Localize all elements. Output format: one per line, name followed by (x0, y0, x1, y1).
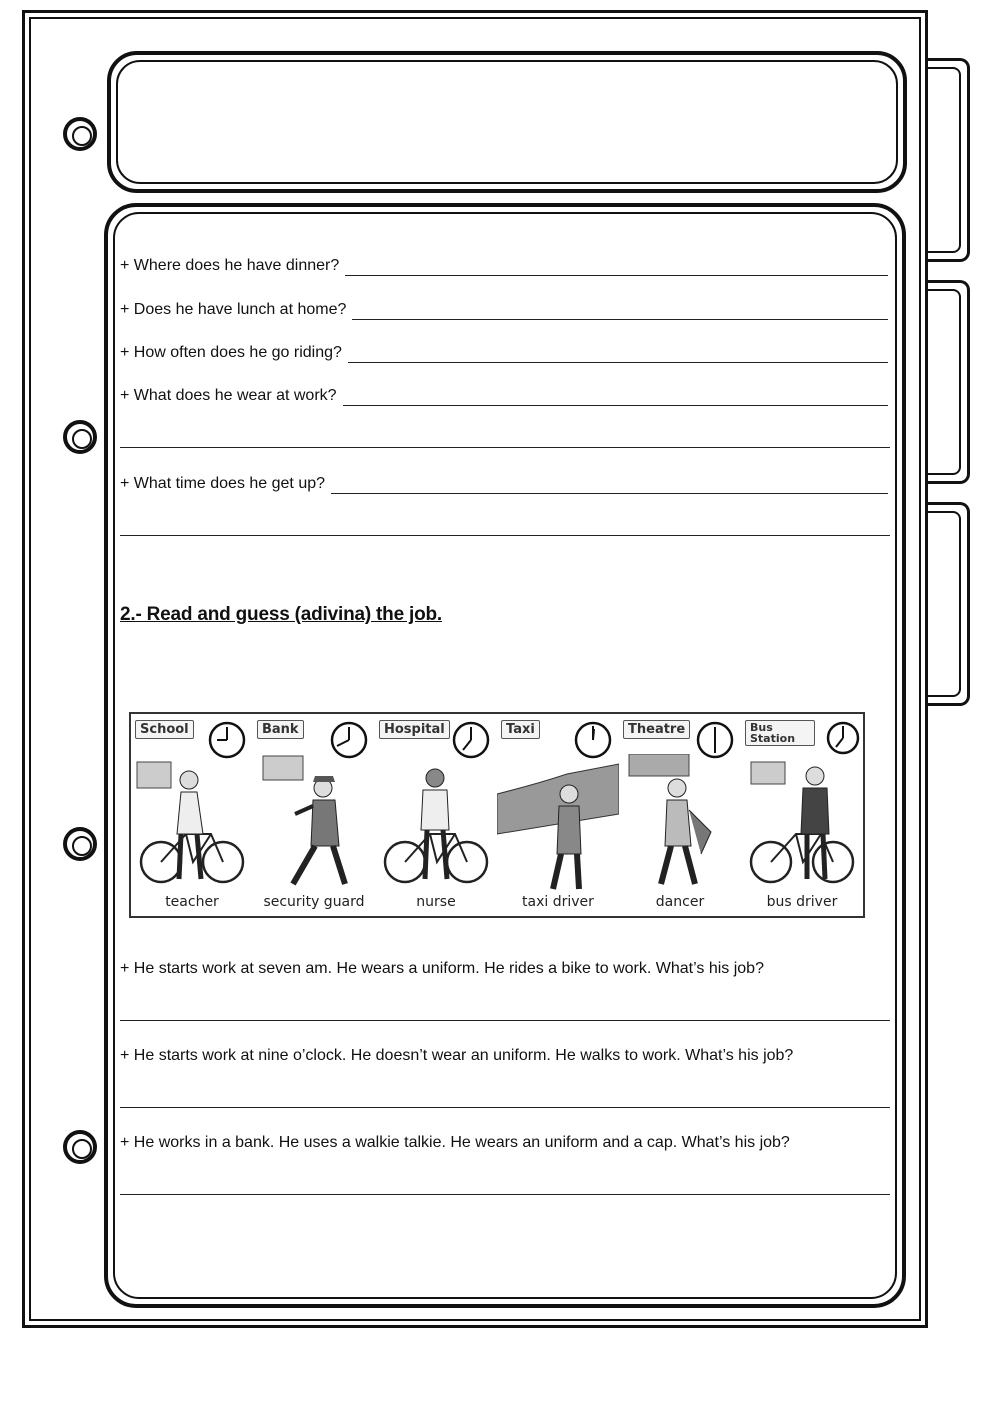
bus-driver-with-bike-figure (741, 754, 863, 894)
nurse-with-bike-figure (375, 754, 497, 894)
binder-hole-3 (63, 827, 97, 861)
question-row (120, 386, 888, 406)
binder-hole-4 (63, 1130, 97, 1164)
place-sign: Theatre (623, 720, 690, 739)
question-row (120, 343, 888, 363)
answer-line[interactable] (120, 535, 890, 536)
question-text: + Does he have lunch at home? (120, 301, 347, 318)
question-text: + What does he wear at work? (120, 387, 337, 404)
job-panel (497, 714, 619, 916)
job-panel (375, 714, 497, 916)
security-guard-figure (253, 754, 375, 894)
place-sign: Taxi (501, 720, 540, 739)
job-panel (131, 714, 253, 916)
job-label: security guard (263, 894, 365, 910)
question-row (120, 300, 888, 320)
answer-line[interactable] (352, 305, 888, 320)
binder-hole-2 (63, 420, 97, 454)
place-sign: Hospital (379, 720, 450, 739)
answer-line[interactable] (331, 479, 888, 494)
section-2-title: 2.- Read and guess (adivina) the job. (120, 604, 442, 625)
job-label: nurse (416, 894, 456, 910)
question-text: + How often does he go riding? (120, 344, 342, 361)
answer-line[interactable] (120, 1194, 890, 1195)
binder-tab-3 (928, 502, 970, 706)
question-text: + What time does he get up? (120, 475, 326, 492)
job-panel (619, 714, 741, 916)
place-sign: Bus Station (745, 720, 815, 746)
question-text: + Where does he have dinner? (120, 257, 340, 274)
header-box (107, 51, 907, 193)
answer-line[interactable] (343, 391, 888, 406)
question-row (120, 256, 888, 276)
binder-tab-1 (928, 58, 970, 262)
answer-line[interactable] (120, 1020, 890, 1021)
job-label: taxi driver (522, 894, 594, 910)
jobs-illustration-strip (129, 712, 865, 918)
job-panel (741, 714, 863, 916)
clock-icon (825, 720, 861, 756)
clue-text: + He starts work at nine o’clock. He doesn’t wear an uniform. He walks to work. What’s his job? (120, 1047, 794, 1064)
answer-line[interactable] (345, 261, 888, 276)
answer-line[interactable] (120, 1107, 890, 1108)
question-row (120, 474, 888, 494)
dancer-figure (619, 754, 741, 894)
taxi-driver-figure (497, 754, 619, 894)
teacher-with-bike-figure (131, 754, 253, 894)
job-label: bus driver (766, 894, 838, 910)
answer-line[interactable] (348, 348, 888, 363)
job-label: dancer (655, 894, 705, 910)
place-sign: School (135, 720, 194, 739)
clue-text: + He starts work at seven am. He wears a uniform. He rides a bike to work. What’s his job? (120, 960, 764, 977)
place-sign: Bank (257, 720, 304, 739)
binder-tab-2 (928, 280, 970, 484)
job-label: teacher (165, 894, 219, 910)
answer-line[interactable] (120, 447, 890, 448)
job-panel (253, 714, 375, 916)
clue-text: + He works in a bank. He uses a walkie talkie. He wears an uniform and a cap. What’s his job? (120, 1134, 790, 1151)
binder-hole-1 (63, 117, 97, 151)
